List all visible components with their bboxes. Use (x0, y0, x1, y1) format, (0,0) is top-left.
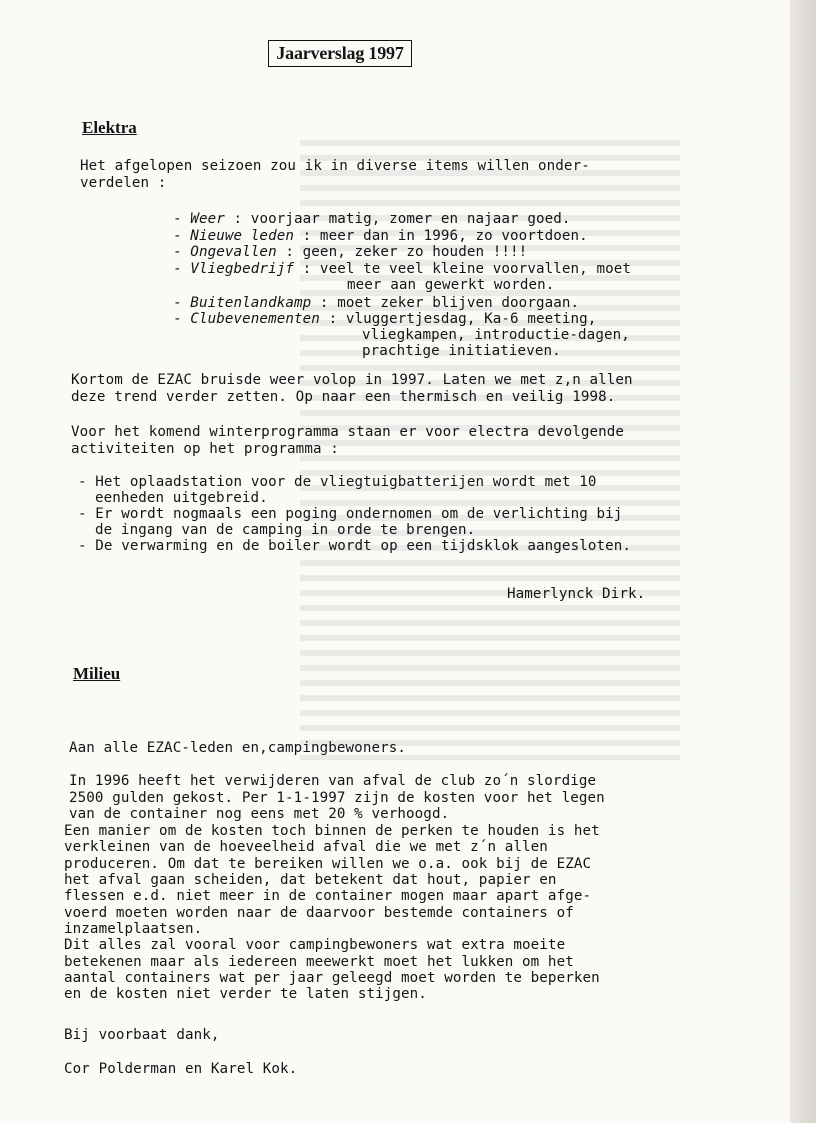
milieu-line: 2500 gulden gekost. Per 1-1-1997 zijn de kosten voor het legen (69, 790, 605, 806)
bullet-1-line-2: eenheden uitgebreid. (95, 490, 268, 506)
bullet-3: - De verwarming en de boiler wordt op een tijdsklok aangesloten. (78, 538, 632, 554)
item-text: : geen, zeker zo houden !!!! (276, 244, 528, 260)
elektra-item-nieuwe-leden: - Nieuwe leden : meer dan in 1996, zo voortdoen. (173, 228, 588, 244)
milieu-line: inzamelplaatsen. (64, 921, 203, 937)
kortom-line-2: deze trend verder zetten. Op naar een thermisch en veilig 1998. (71, 389, 616, 405)
kortom-line-1: Kortom de EZAC bruisde weer volop in 1997. Laten we met z,n allen (71, 372, 633, 388)
milieu-line: van de container nog eens met 20 % verhoogd. (69, 806, 450, 822)
milieu-line: voerd moeten worden naar de daarvoor bestemde containers of (64, 905, 574, 921)
milieu-salutation: Aan alle EZAC-leden en,campingbewoners. (69, 740, 407, 756)
milieu-thanks: Bij voorbaat dank, (64, 1027, 220, 1043)
winter-line-2: activiteiten op het programma : (71, 441, 339, 457)
item-text: : voorjaar matig, zomer en najaar goed. (224, 211, 571, 227)
milieu-line: en de kosten niet verder te laten stijgen. (64, 986, 427, 1002)
milieu-line: flessen e.d. niet meer in de container mogen maar apart afge- (64, 888, 592, 904)
milieu-line: betekenen maar als iedereen meewerkt moet het lukken om het (64, 954, 574, 970)
item-term: Buitenlandkamp (190, 295, 312, 311)
document-title: Jaarverslag 1997 (268, 40, 412, 67)
item-term: Clubevenementen (190, 311, 320, 327)
bullet-1-line-1: - Het oplaadstation voor de vliegtuigbatterijen wordt met 10 (78, 474, 597, 490)
section-heading-milieu: Milieu (73, 664, 121, 683)
elektra-item-buitenlandkamp: - Buitenlandkamp : moet zeker blijven doorgaan. (173, 295, 580, 311)
item-text: : vluggertjesdag, Ka-6 meeting, (319, 311, 597, 327)
elektra-item-clubevenementen: - Clubevenementen : vluggertjesdag, Ka-6 meeting, (173, 311, 597, 327)
item-text: : moet zeker blijven doorgaan. (311, 295, 580, 311)
milieu-line: het afval gaan scheiden, dat betekent dat hout, papier en (64, 872, 557, 888)
elektra-signature: Hamerlynck Dirk. (507, 586, 646, 602)
elektra-item-vliegbedrijf-cont: meer aan gewerkt worden. (347, 277, 555, 293)
page-edge (790, 0, 816, 1123)
milieu-line: Een manier om de kosten toch binnen de perken te houden is het (64, 823, 600, 839)
elektra-item-club-cont-1: vliegkampen, introductie-dagen, (362, 327, 630, 343)
milieu-signature: Cor Polderman en Karel Kok. (64, 1061, 298, 1077)
milieu-line: verkleinen van de hoeveelheid afval die we met z´n allen (64, 839, 548, 855)
item-term: Weer (190, 211, 225, 227)
bullet-2-line-2: de ingang van de camping in orde te brengen. (95, 522, 476, 538)
elektra-intro-line-1: Het afgelopen seizoen zou ik in diverse items willen onder- (80, 158, 590, 174)
item-term: Nieuwe leden (190, 228, 294, 244)
item-text: : meer dan in 1996, zo voortdoen. (294, 228, 588, 244)
elektra-item-ongevallen: - Ongevallen : geen, zeker zo houden !!!! (173, 244, 528, 260)
milieu-line: In 1996 heeft het verwijderen van afval de club zo´n slordige (69, 773, 597, 789)
bullet-2-line-1: - Er wordt nogmaals een poging ondernomen om de verlichting bij (78, 506, 623, 522)
elektra-intro-line-2: verdelen : (80, 175, 167, 191)
item-term: Vliegbedrijf (190, 261, 294, 277)
elektra-item-club-cont-2: prachtige initiatieven. (362, 343, 561, 359)
elektra-item-vliegbedrijf: - Vliegbedrijf : veel te veel kleine voorvallen, moet (173, 261, 632, 277)
milieu-line: aantal containers wat per jaar geleegd moet worden te beperken (64, 970, 600, 986)
elektra-item-weer: - Weer : voorjaar matig, zomer en najaar goed. (173, 211, 571, 227)
winter-line-1: Voor het komend winterprogramma staan er voor electra devolgende (71, 424, 625, 440)
milieu-line: Dit alles zal vooral voor campingbewoners wat extra moeite (64, 937, 566, 953)
item-text: : veel te veel kleine voorvallen, moet (294, 261, 632, 277)
milieu-line: produceren. Om dat te bereiken willen we o.a. ook bij de EZAC (64, 856, 592, 872)
section-heading-elektra: Elektra (82, 118, 137, 137)
item-term: Ongevallen (190, 244, 277, 260)
